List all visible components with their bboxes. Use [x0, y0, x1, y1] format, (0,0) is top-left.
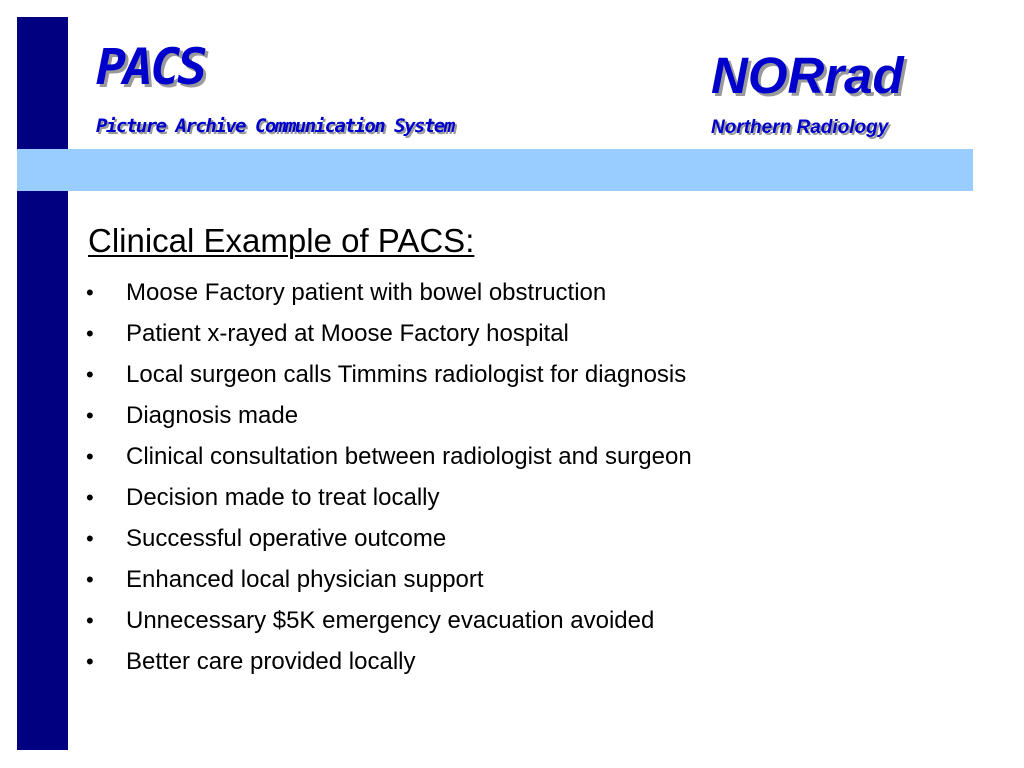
list-item-text: Unnecessary $5K emergency evacuation avoided	[126, 606, 655, 634]
bullet-icon: •	[86, 607, 94, 633]
bullet-icon: •	[86, 525, 94, 551]
bullet-icon: •	[86, 648, 94, 674]
list-item-text: Successful operative outcome	[126, 524, 447, 552]
bullet-icon: •	[86, 320, 94, 346]
left-accent-bar	[17, 17, 68, 750]
list-item	[86, 272, 966, 313]
list-item-text: Clinical consultation between radiologist and surgeon	[126, 442, 692, 470]
content-heading: Clinical Example of PACS:	[88, 222, 475, 259]
header-band	[17, 149, 973, 191]
list-item-text: Enhanced local physician support	[126, 565, 484, 593]
bullet-icon: •	[86, 279, 94, 305]
bullet-icon: •	[86, 361, 94, 387]
brand-subtitle: Northern Radiology	[711, 117, 889, 138]
list-item-text: Diagnosis made	[126, 401, 299, 429]
bullet-icon: •	[86, 402, 94, 428]
list-item-text: Better care provided locally	[126, 647, 416, 675]
list-item	[86, 395, 966, 436]
list-item	[86, 518, 966, 559]
list-item-text: Decision made to treat locally	[126, 483, 440, 511]
list-item	[86, 559, 966, 600]
list-item	[86, 600, 966, 641]
list-item	[86, 641, 966, 682]
pacs-subtitle: Picture Archive Communication System	[96, 115, 454, 137]
list-item	[86, 354, 966, 395]
list-item	[86, 313, 966, 354]
list-item-text: Local surgeon calls Timmins radiologist for diagnosis	[126, 360, 687, 388]
list-item-text: Patient x-rayed at Moose Factory hospital	[126, 319, 569, 347]
list-item	[86, 436, 966, 477]
bullet-icon: •	[86, 443, 94, 469]
list-item-text: Moose Factory patient with bowel obstruction	[126, 278, 607, 306]
brand-title: NORrad	[711, 47, 904, 104]
list-item	[86, 477, 966, 518]
pacs-title: PACS	[96, 38, 205, 96]
bullet-icon: •	[86, 484, 94, 510]
bullet-list	[86, 272, 966, 682]
bullet-icon: •	[86, 566, 94, 592]
